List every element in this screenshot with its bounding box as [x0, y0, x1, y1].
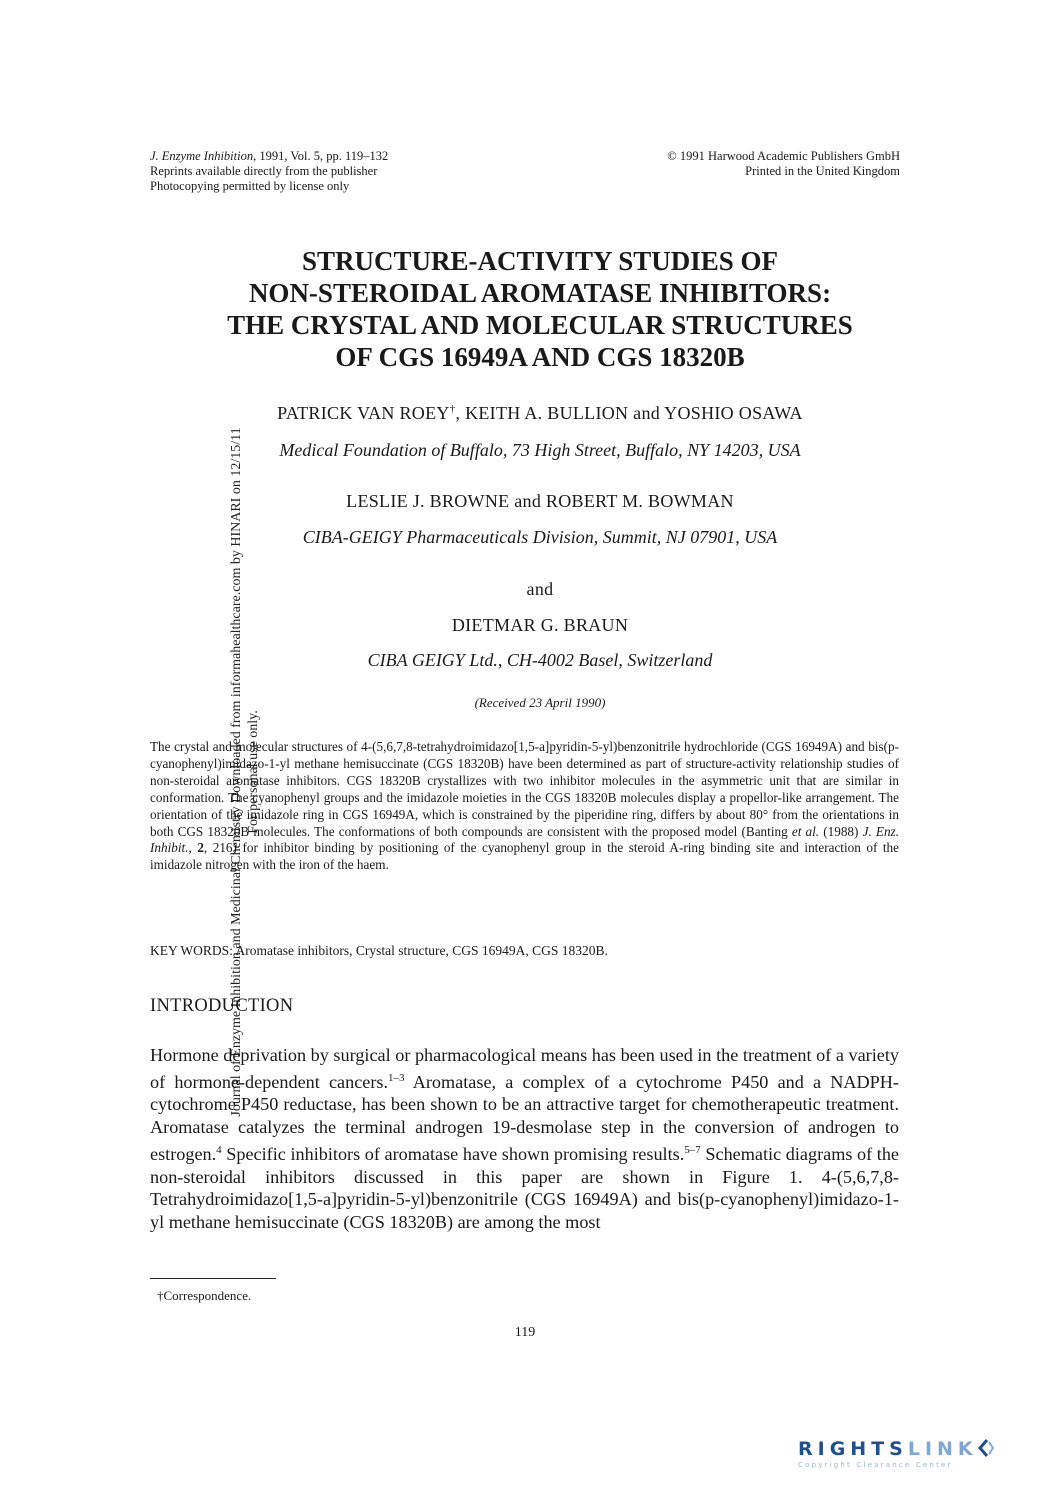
rightslink-word-link: LINK	[907, 1438, 978, 1460]
correspondence-dagger: †	[449, 403, 456, 415]
abstract	[150, 739, 899, 874]
article-title	[100, 245, 980, 373]
author-group-1	[100, 403, 980, 424]
affiliation-3: CIBA GEIGY Ltd., CH-4002 Basel, Switzerland	[367, 650, 713, 670]
page-number: 119	[514, 1325, 536, 1340]
intro-text-4: Schematic diagrams of the non-steroidal inhibitors discussed in this paper are shown in Figure 1. 4-(5,6,7,8-Tetrahydroimidazo[1,5-a]pyridin-5-yl)benzonitrile (CGS 16949A) and bis(p-cyanophenyl)imidazo-1-yl methane hemisuccinate (CGS 18320B) are among the most	[150, 1143, 899, 1233]
section-heading-introduction: INTRODUCTION	[150, 996, 294, 1016]
rightslink-bracket-icon	[978, 1438, 994, 1458]
abstract-journal-ref: J. Enz. Inhibit.	[150, 823, 899, 856]
intro-text-1: Hormone deprivation by surgical or pharmacological means has been used in the treatment of a variety of hormone-dependent cancers.	[150, 1045, 899, 1092]
key-words: KEY WORDS: Aromatase inhibitors, Crystal structure, CGS 16949A, CGS 18320B.	[150, 943, 608, 958]
publisher-block	[667, 149, 900, 179]
abstract-text-2: (1988)	[819, 823, 863, 839]
printed-note: Printed in the United Kingdom	[745, 164, 900, 178]
footnote: †Correspondence.	[157, 1288, 252, 1303]
abstract-text-3: ,	[188, 840, 198, 856]
abstract-et-al: et al.	[791, 823, 820, 839]
citation-details: , 1991, Vol. 5, pp. 119–132	[253, 149, 389, 163]
author-group-2: LESLIE J. BROWNE and ROBERT M. BOWMAN	[346, 491, 734, 511]
intro-reference-3: 5–7	[684, 1143, 701, 1156]
watermark-line-1: Journal of Enzyme Inhibition and Medicinal Chemistry Downloaded from informahealthcare.com by HINARI on 12/15/11	[229, 427, 244, 1117]
copyright-note: © 1991 Harwood Academic Publishers GmbH	[667, 149, 900, 163]
reprints-note: Reprints available directly from the publisher	[150, 164, 378, 178]
watermark-line-2: For personal use only.	[246, 710, 261, 834]
intro-reference-1: 1–3	[388, 1071, 405, 1084]
title-line-1: STRUCTURE-ACTIVITY STUDIES OF	[301, 246, 779, 276]
abstract-text-4: , 216) for inhibitor binding by positioning of the cyanophenyl group in the steroid A-ring binding site and interaction of the imidazole nitrogen with the iron of the haem.	[150, 840, 899, 873]
journal-name: J. Enzyme Inhibition	[150, 149, 254, 163]
affiliation-1: Medical Foundation of Buffalo, 73 High Street, Buffalo, NY 14203, USA	[279, 440, 801, 460]
title-line-3: THE CRYSTAL AND MOLECULAR STRUCTURES	[227, 310, 853, 340]
title-line-2: NON-STEROIDAL AROMATASE INHIBITORS:	[248, 278, 832, 308]
author-group-3: DIETMAR G. BRAUN	[451, 615, 629, 635]
abstract-text-1: The crystal and molecular structures of 4-(5,6,7,8-tetrahydroimidazo[1,5-a]pyridin-5-yl)benzonitrile hydrochloride (CGS 16949A) and bis(p-cyanophenyl)imidazo-1-yl methane hemisuccinate (CGS 18320B) have been determined as part of structure-activity relationship studies of non-steroidal aromatase inhibitors. CGS 18320B crystallizes with two inhibitor molecules in the asymmetric unit that are similar in conformation. The cyanophenyl groups and the imidazole moieties in the CGS 18320B molecules display a propellor-like arrangement. The orientation of the imidazole ring in CGS 16949A, which is constrained by the piperidine ring, differs by about 80° from the orientations in both CGS 18320B molecules. The conformations of both compounds are consistent with the proposed model (Banting	[150, 739, 899, 839]
rightslink-word-rights: RIGHTS	[798, 1438, 908, 1460]
intro-text-3: Specific inhibitors of aromatase have shown promising results.	[221, 1143, 685, 1164]
footnote-rule	[150, 1278, 276, 1279]
introduction-paragraph	[150, 1044, 899, 1234]
photocopy-note: Photocopying permitted by license only	[150, 179, 350, 193]
author-group-1-rest: , KEITH A. BULLION and YOSHIO OSAWA	[455, 403, 803, 423]
rightslink-tagline: Copyright Clearance Center	[798, 1461, 953, 1469]
received-date: (Received 23 April 1990)	[474, 695, 606, 710]
rightslink-logo[interactable]	[798, 1438, 1028, 1478]
and-separator: and	[526, 579, 554, 599]
title-line-4: OF CGS 16949A AND CGS 18320B	[335, 342, 745, 372]
abstract-volume: 2	[197, 840, 204, 856]
intro-text-2: Aromatase, a complex of a cytochrome P450 and a NADPH-cytochrome P450 reductase, has been shown to be an attractive target for chemotherapeutic treatment. Aromatase catalyzes the terminal androgen 19-desmolase step in the conversion of androgen to estrogen.	[150, 1071, 899, 1164]
author-van-roey: PATRICK VAN ROEY	[277, 403, 450, 423]
affiliation-2: CIBA-GEIGY Pharmaceuticals Division, Summit, NJ 07901, USA	[302, 527, 778, 547]
citation-block	[150, 149, 388, 194]
intro-reference-2: 4	[216, 1143, 222, 1156]
